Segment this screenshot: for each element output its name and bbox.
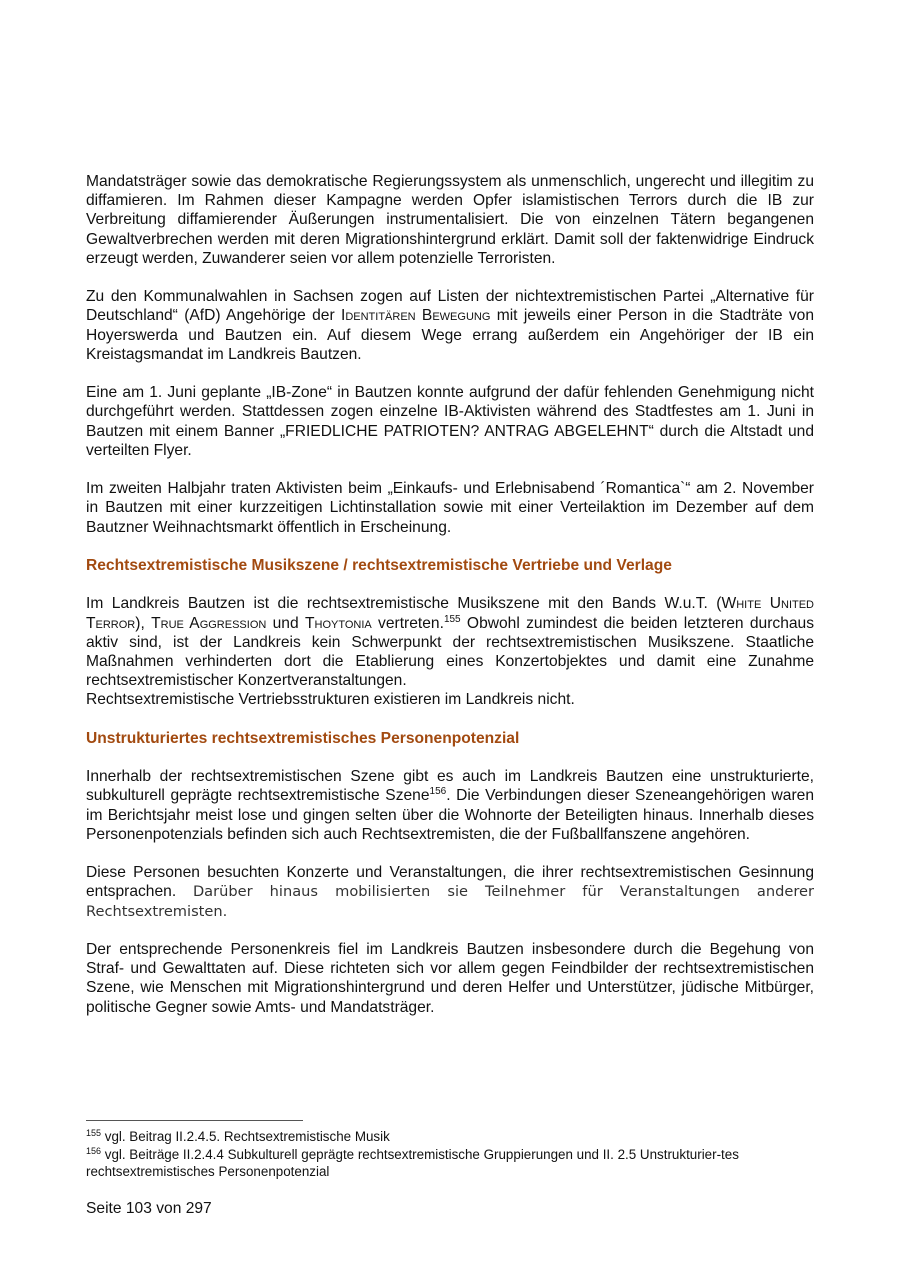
- text-run: Im Landkreis Bautzen ist die rechtsextremistische Musikszene mit den Bands W.u.T. (: [86, 595, 722, 613]
- paragraph-offences: Der entsprechende Personenkreis fiel im Landkreis Bautzen insbesondere durch die Begehung von Straf- und Gewalttaten auf. Diese richteten sich vor allem gegen Feindbilder der rechtsextremistischen Szene, wie Menschen mit Migrationshintergrund und deren Helfer und Unterstützer, jüdische Mitbürger, politische Gegner sowie Amts- und Mandatsträger.: [86, 940, 814, 1016]
- footnote-number: 155: [86, 1128, 102, 1138]
- footnote-156: [86, 1146, 814, 1181]
- page-number: Seite 103 von 297: [86, 1200, 212, 1217]
- footnote-number: 156: [86, 1145, 102, 1156]
- paragraph-local-elections: [86, 287, 814, 364]
- footnotes: [86, 1128, 814, 1181]
- paragraph-ib-zone: Eine am 1. Juni geplante „IB-Zone“ in Bautzen konnte aufgrund der dafür fehlenden Genehmigung nicht durchgeführt werden. Stattdessen zogen einzelne IB-Aktivisten während des Stadtfestes am 1. Juni in Bautzen mit einem Banner „FRIEDLICHE PATRIOTEN? ANTRAG ABGELEHNT“ durch die Altstadt und verteilten Flyer.: [86, 384, 814, 459]
- band-name: Thoytonia: [304, 614, 372, 632]
- paragraph-music-scene: [86, 594, 814, 690]
- footnote-text: vgl. Beiträge II.2.4.4 Subkulturell geprägte rechtsextremistische Gruppierungen und II. 2.5 Unstrukturier-tes rechtsextremistisches Personenpotenzial: [86, 1146, 739, 1179]
- text-run: mit jeweils einer Person in die Stadträte von Hoyerswerda und Bautzen ein. Auf diesem Wege errang außerdem ein Angehöriger der IB ein Kreistagsmandat im Landkreis Bautzen.: [86, 307, 815, 363]
- footnote-separator: [86, 1120, 303, 1121]
- paragraph-distribution: Rechtsextremistische Vertriebsstrukturen existieren im Landkreis nicht.: [86, 691, 575, 709]
- heading-unstructured-potential: Unstrukturiertes rechtsextremistisches Personenpotenzial: [86, 729, 520, 747]
- paragraph-ib-campaign: Mandatsträger sowie das demokratische Regierungssystem als unmenschlich, ungerecht und illegitim zu diffamieren. Im Rahmen dieser Kampagne werden Opfer islamistischen Terrors durch die IB zur Verbreitung diffamierender Äußerungen instrumentalisiert. Die von einzelnen Tätern begangenen Gewaltverbrechen werden mit deren Migrationshintergrund erklärt. Damit soll der faktenwidrige Eindruck erzeugt werden, Zuwanderer seien vor allem potenzielle Terroristen.: [86, 173, 814, 267]
- text-run: Diese Personen besuchten Konzerte und Veranstaltungen, die ihrer rechtsextremistischen Gesinnung entsprachen.: [86, 864, 814, 901]
- text-run: Zu den Kommunalwahlen in Sachsen zogen auf Listen der nichtextremistischen Partei „Alternative für Deutschland“ (AfD) Angehörige der: [86, 288, 814, 325]
- paragraph-concerts: [86, 863, 814, 921]
- heading-music-scene: Rechtsextremistische Musikszene / rechtsextremistische Vertriebe und Verlage: [86, 557, 672, 574]
- paragraph-unstructured-scene: [86, 767, 814, 844]
- footnote-ref-155[interactable]: 155: [443, 613, 461, 625]
- text-run: vertreten.: [371, 614, 444, 632]
- band-name: True Aggression: [151, 614, 267, 632]
- band-name: White United Terror: [86, 595, 815, 632]
- text-run: . Die Verbindungen dieser Szeneangehörigen waren im Berichtsjahr meist lose und gingen selten über die Wohnorte der Beteiligten hinaus. Innerhalb dieses Personenpotenzials befinden sich auch Rechtsextremisten, die der Fußballfanszene angehören.: [86, 787, 814, 843]
- text-run: Innerhalb der rechtsextremistischen Szene gibt es auch im Landkreis Bautzen eine unstrukturierte, subkulturell geprägte rechtsextremistische Szene: [86, 768, 814, 805]
- text-run: und: [266, 614, 305, 632]
- text-run: Obwohl zumindest die beiden letzteren durchaus aktiv sind, ist der Landkreis kein Schwerpunkt der rechtsextremistischen Musikszene. Staatliche Maßnahmen verhinderten dort die Etablierung eines Konzertobjektes und damit eine Zunahme rechtsextremistischer Konzertveranstaltungen.: [86, 614, 815, 690]
- page-body: [86, 172, 814, 1017]
- footnote-text: vgl. Beitrag II.2.4.5. Rechtsextremistische Musik: [101, 1129, 390, 1144]
- organization-name: Identitären Bewegung: [341, 307, 491, 325]
- footnote-155: [86, 1128, 814, 1146]
- footnote-ref-156[interactable]: 156: [429, 786, 447, 798]
- text-run: Darüber hinaus mobilisierten sie Teilnehmer für Veranstaltungen anderer Rechtsextremisten.: [86, 883, 814, 920]
- paragraph-second-half: Im zweiten Halbjahr traten Aktivisten beim „Einkaufs- und Erlebnisabend ´Romantica`“ am 2. November in Bautzen mit einer kurzzeitigen Lichtinstallation sowie mit einer Verteilaktion im Dezember auf dem Bautzner Weihnachtsmarkt öffentlich in Erscheinung.: [86, 480, 814, 536]
- text-run: ),: [135, 614, 152, 632]
